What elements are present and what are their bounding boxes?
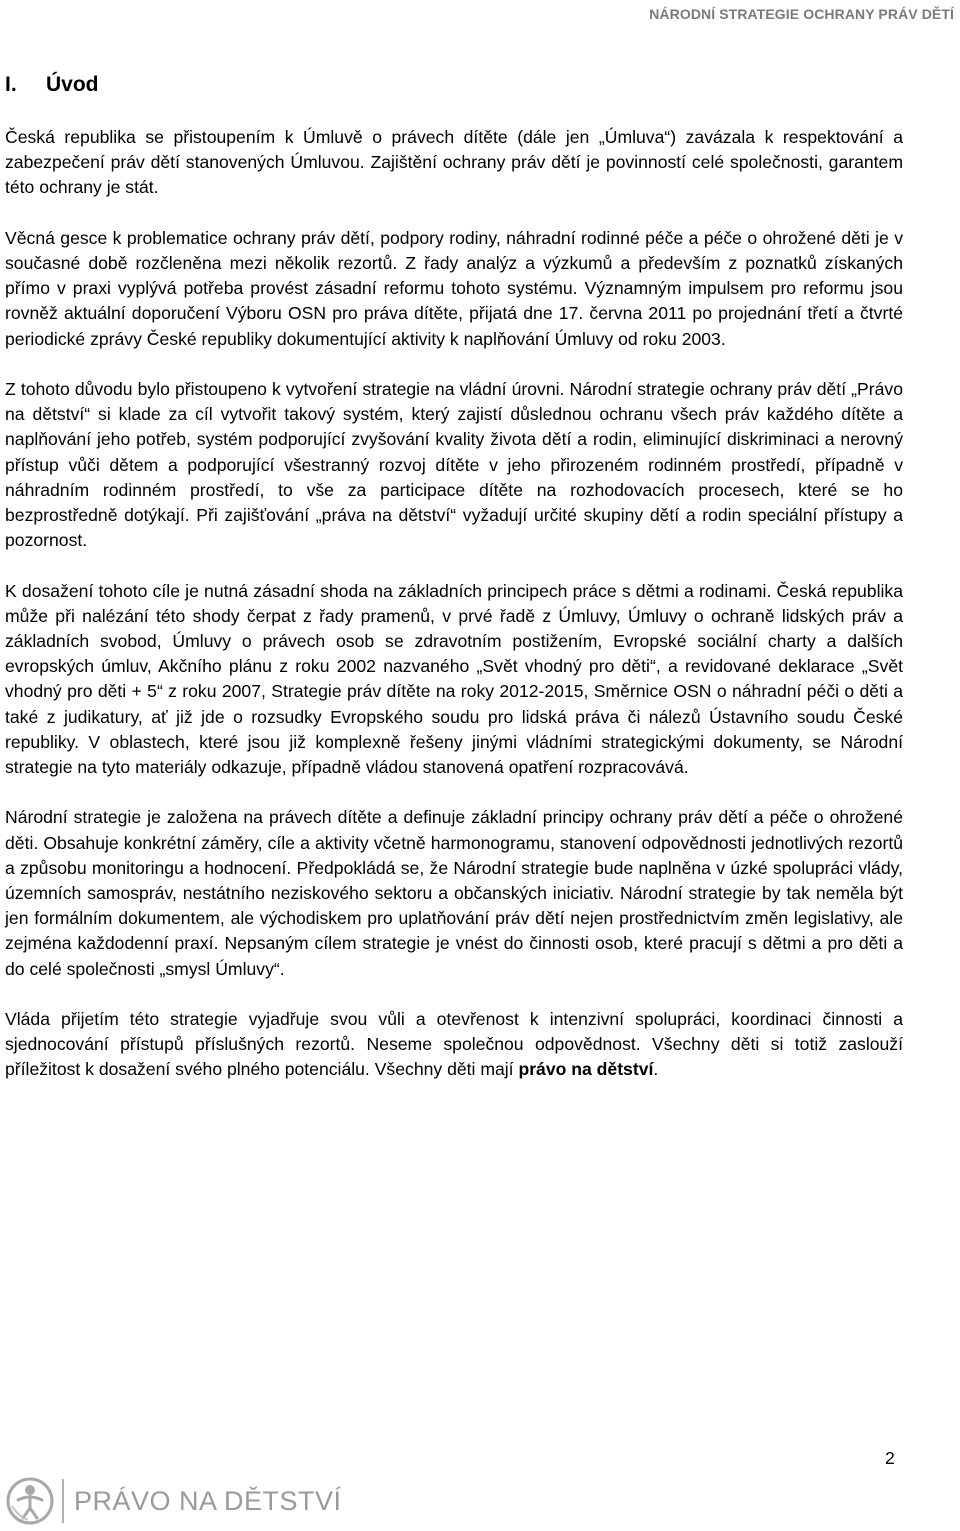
paragraph-principles: K dosažení tohoto cíle je nutná zásadní shoda na základních principech práce s dětmi a rodinami. Česká republika může při nalézání této shody čerpat z řady pramenů, v prvé řadě z Úmluvy, Úmluvy o ochraně lidských práv a základních svobod, Úmluvy o právech osob se zdravotním postižením, Evropské sociální charty a dalších evropských úmluv, Akčního plánu z roku 2002 nazvaného „Svět vhodný pro děti“, a revidované deklarace „Svět vhodný pro děti + 5“ z roku 2007, Strategie práv dítěte na roky 2012-2015, Směrnice OSN o náhradní péči o děti a také z judikatury, ať již jde o rozsudky Evropského soudu pro lidská práva či nálezů Ústavního soudu České republiky. V oblastech, které jsou již komplexně řešeny jinými vládními strategickými dokumenty, se Národní strategie na tyto materiály odkazuje, případně vládou stanovená opatření rozpracovává.: [5, 580, 903, 778]
section-title: Úvod: [46, 73, 99, 96]
section-number: I.: [5, 73, 17, 96]
logo-text: PRÁVO NA DĚTSTVÍ: [74, 1485, 342, 1516]
footer-logo: [4, 1476, 342, 1526]
page-number: 2: [885, 1448, 895, 1468]
paragraph-strategy-basis: Národní strategie je založena na právech dítěte a definuje základní principy ochrany práv dětí a péče o ohrožené děti. Obsahuje konkrétní záměry, cíle a aktivity včetně harmonogramu, stanovení odpovědnosti jednotlivých rezortů a způsobu monitoringu a hodnocení. Předpokládá se, že Národní strategie bude naplněna v úzké spolupráci vlády, územních samospráv, nestátního neziskového sektoru a občanských iniciativ. Národní strategie by tak neměla být jen formálním dokumentem, ale východiskem pro uplatňování práv dětí nejen prostřednictvím změn legislativy, ale zejména každodenní praxí. Nepsaným cílem strategie je vnést do činnosti osob, které pracují s dětmi a pro děti a do celé společnosti „smysl Úmluvy“.: [5, 807, 903, 979]
paragraph-competence: Věcná gesce k problematice ochrany práv dětí, podpory rodiny, náhradní rodinné péče a péče o ohrožené děti je v současné době rozčleněna mezi několik rezortů. Z řady analýz a výzkumů a především z poznatků získaných přímo v praxi vyplývá potřeba provést zásadní reformu tohoto systému. Významným impulsem pro reformu jsou rovněž aktuální doporučení Výboru OSN pro práva dítěte, přijatá dne 17. června 2011 po projednání třetí a čtvrté periodické zprávy České republiky dokumentující aktivity k naplňování Úmluvy od roku 2003.: [5, 227, 903, 349]
paragraph-government-end: .: [653, 1059, 659, 1080]
paragraph-intro: Česká republika se přistoupením k Úmluvě o právech dítěte (dále jen „Úmluva“) zavázala k respektování a zabezpečení práv dětí stanovených Úmluvou. Zajištění ochrany práv dětí je povinností celé společnosti, garantem této ochrany je stát.: [5, 127, 903, 198]
section-heading: [5, 73, 99, 97]
running-header: NÁRODNÍ STRATEGIE OCHRANY PRÁV DĚTÍ: [649, 6, 954, 22]
paragraph-government-emphasis: právo na dětství: [518, 1059, 654, 1080]
logo-divider: [62, 1479, 64, 1523]
body-text: [5, 125, 903, 1108]
paragraph-government: [5, 1007, 903, 1083]
child-emblem-icon: [4, 1476, 56, 1526]
paragraph-strategy-goal: Z tohoto důvodu bylo přistoupeno k vytvoření strategie na vládní úrovni. Národní strategie ochrany práv dětí „Právo na dětství“ si klade za cíl vytvořit takový systém, který zajistí důslednou ochranu všech práv každého dítěte a naplňování jeho potřeb, systém podporující zvyšování kvality života dětí a rodin, eliminující diskriminaci a nerovný přístup vůči dětem a podporující všestranný rozvoj dítěte v jeho přirozeném rodinném prostředí, případně v náhradním rodinném prostředí, to vše za participace dítěte na rozhodovacích procesech, které se ho bezprostředně dotýkají. Při zajišťování „práva na dětství“ vyžadují určité skupiny dětí a rodin speciální přístupy a pozornost.: [5, 379, 903, 551]
paragraph-government-text: Vláda přijetím této strategie vyjadřuje svou vůli a otevřenost k intenzivní spolupráci, koordinaci činnosti a sjednocování přístupů příslušných rezortů. Neseme společnou odpovědnost. Všechny děti si totiž zaslouží příležitost k dosažení svého plného potenciálu. Všechny děti mají: [5, 1009, 903, 1080]
